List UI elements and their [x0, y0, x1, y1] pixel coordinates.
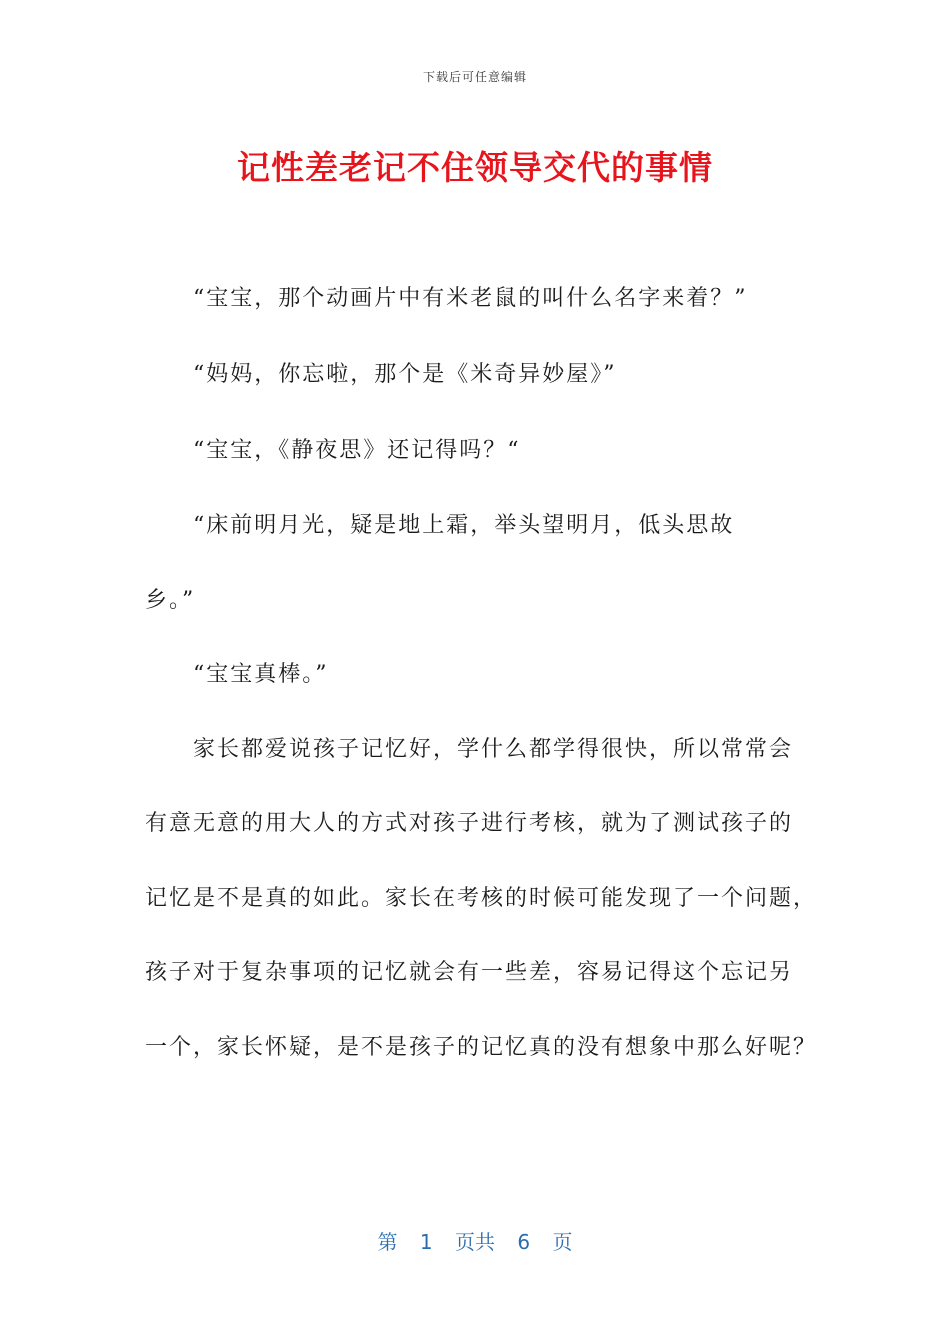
footer-page-number: 1: [419, 1230, 433, 1254]
paragraph-line: “床前明月光，疑是地上霜，举头望明月，低头思故: [193, 513, 735, 538]
paragraph-line: “宝宝，那个动画片中有米老鼠的叫什么名字来着？”: [193, 286, 748, 311]
footer-prefix: 第: [377, 1230, 398, 1254]
page-title: 记性差老记不住领导交代的事情: [237, 148, 713, 187]
paragraph-line: 家长都爱说孩子记忆好，学什么都学得很快，所以常常会: [193, 737, 794, 762]
paragraph-line: “妈妈，你忘啦，那个是《米奇异妙屋》”: [193, 362, 617, 387]
footer-middle: 页共: [455, 1230, 495, 1254]
header-note: 下载后可任意编辑: [422, 70, 527, 84]
paragraph-line: 记忆是不是真的如此。家长在考核的时候可能发现了一个问题，: [145, 886, 818, 911]
page-footer: [0, 1226, 950, 1255]
paragraph-line: 有意无意的用大人的方式对孩子进行考核，就为了测试孩子的: [145, 811, 794, 836]
paragraph-line: 一个，家长怀疑，是不是孩子的记忆真的没有想象中那么好呢？: [145, 1035, 818, 1060]
paragraph-line: “宝宝真棒。”: [193, 662, 329, 687]
paragraph-line: “宝宝，《静夜思》还记得吗？“: [193, 438, 521, 463]
paragraph-line: 乡。”: [145, 588, 196, 613]
paragraph-line: 孩子对于复杂事项的记忆就会有一些差，容易记得这个忘记另: [145, 960, 794, 985]
footer-suffix: 页: [552, 1230, 573, 1254]
footer-total-pages: 6: [517, 1230, 531, 1254]
